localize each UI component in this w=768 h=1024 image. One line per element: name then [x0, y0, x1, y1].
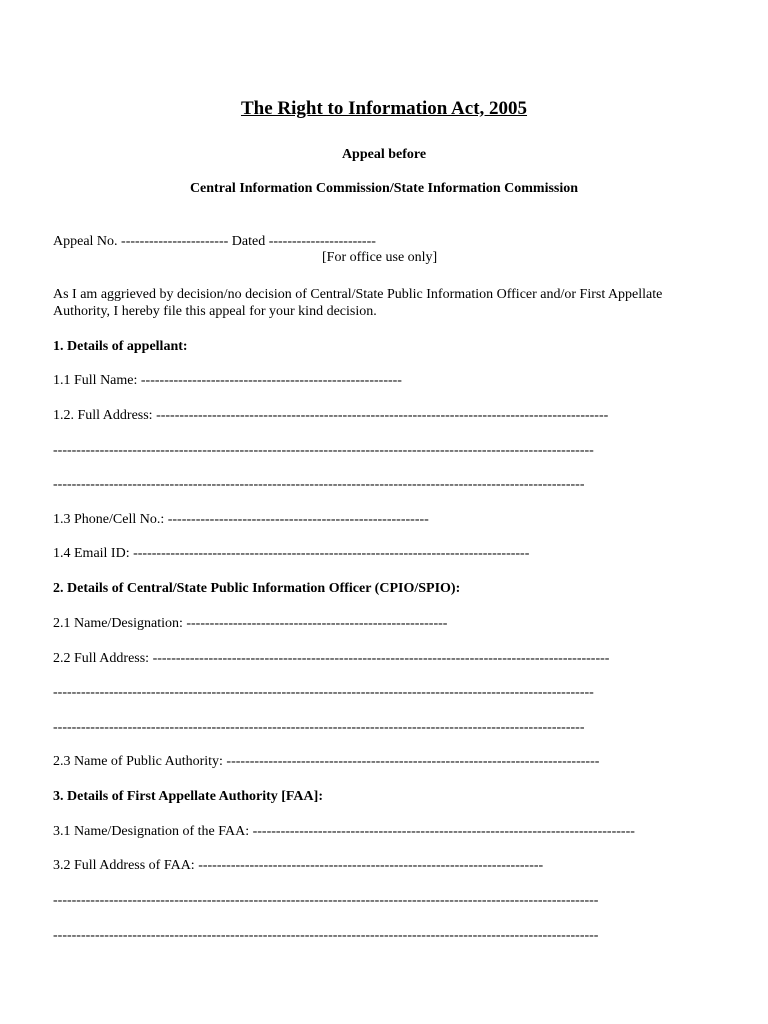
faa-full-address: 3.2 Full Address of FAA: --------------------------------------------------------------------------	[53, 858, 544, 873]
appellant-address-line-3: ------------------------------------------------------------------------------------------------------------------	[53, 477, 585, 492]
cpio-address-line-3: ------------------------------------------------------------------------------------------------------------------	[53, 720, 585, 735]
office-use-note: [For office use only]	[322, 250, 438, 265]
public-authority-name: 2.3 Name of Public Authority: --------------------------------------------------------------------------------	[53, 754, 600, 769]
cpio-name-designation: 2.1 Name/Designation: --------------------------------------------------------	[53, 616, 448, 631]
cpio-address-line-2: --------------------------------------------------------------------------------------------------------------------	[53, 685, 594, 700]
faa-name-designation: 3.1 Name/Designation of the FAA: ----------------------------------------------------------------------------------	[53, 824, 635, 839]
appellant-phone: 1.3 Phone/Cell No.: --------------------------------------------------------	[53, 512, 429, 527]
appeal-subtitle: Appeal before	[341, 147, 427, 162]
section2-heading: 2. Details of Central/State Public Information Officer (CPIO/SPIO):	[53, 581, 461, 596]
appellant-full-name: 1.1 Full Name: --------------------------------------------------------	[53, 373, 402, 388]
cpio-full-address: 2.2 Full Address: --------------------------------------------------------------------------------------------------	[53, 651, 610, 666]
appellant-full-address: 1.2. Full Address: -------------------------------------------------------------------------------------------------	[53, 408, 609, 423]
section3-heading: 3. Details of First Appellate Authority [FAA]:	[53, 789, 323, 804]
faa-address-line-2: ---------------------------------------------------------------------------------------------------------------------	[53, 893, 599, 908]
document-title: The Right to Information Act, 2005	[240, 98, 528, 119]
intro-paragraph: As I am aggrieved by decision/no decision of Central/State Public Information Officer and/or First Appellate Authority, I hereby file this appeal for your kind decision.	[53, 287, 663, 319]
appellant-email: 1.4 Email ID: -------------------------------------------------------------------------------------	[53, 546, 530, 561]
appeal-number-line: Appeal No. ----------------------- Dated -----------------------	[53, 234, 376, 249]
section1-heading: 1. Details of appellant:	[53, 339, 188, 354]
commission-heading: Central Information Commission/State Information Commission	[189, 181, 579, 196]
faa-address-line-3: ---------------------------------------------------------------------------------------------------------------------	[53, 928, 599, 943]
appellant-address-line-2: --------------------------------------------------------------------------------------------------------------------	[53, 443, 594, 458]
